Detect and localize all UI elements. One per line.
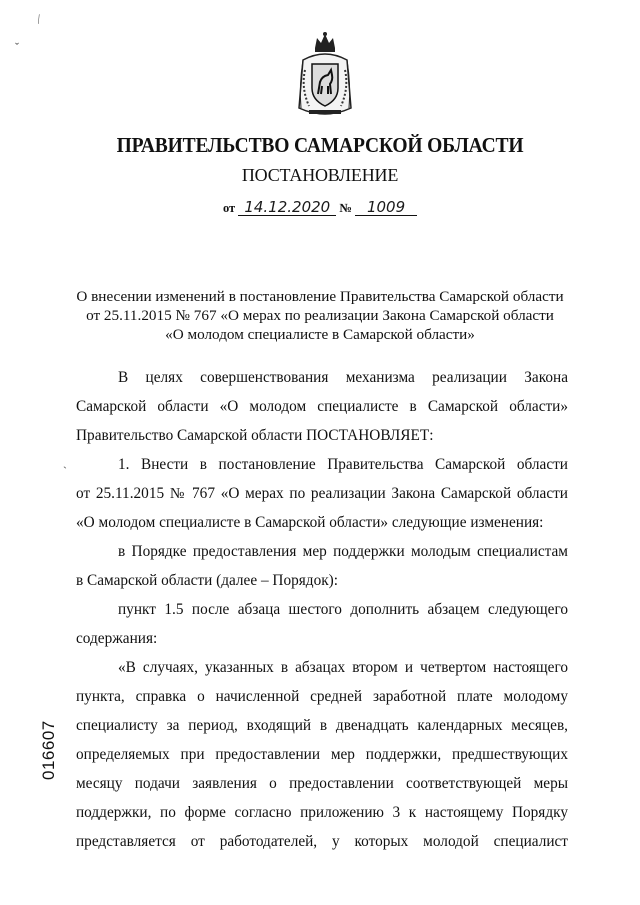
- handwritten-date: 14.12.2020: [238, 199, 336, 216]
- body-line: в Порядке предоставления мер поддержки молодым специалистам: [118, 543, 568, 560]
- body-line: «О молодом специалисте в Самарской области» следующие изменения:: [76, 514, 544, 531]
- body-line: специалисту за период, входящий в двенадцать календарных месяцев,: [76, 717, 568, 734]
- body-line: в Самарской области (далее – Порядок):: [76, 572, 339, 589]
- subject-line: О внесении изменений в постановление Правительства Самарской области: [76, 288, 564, 305]
- body-line: 1. Внести в постановление Правительства Самарской области: [118, 456, 568, 473]
- body-line: пункт 1.5 после абзаца шестого дополнить абзацем следующего: [118, 601, 568, 618]
- body-line: Правительство Самарской области ПОСТАНОВЛЯЕТ:: [76, 427, 434, 444]
- body-line: Самарской области «О молодом специалисте в Самарской области»: [76, 398, 568, 415]
- body-line: определяемых при предоставлении мер поддержки, предшествующих: [76, 746, 568, 763]
- samara-coat-of-arms-icon: [295, 30, 355, 118]
- body-line: поддержки, по форме согласно приложению 3 к настоящему Порядку: [76, 804, 568, 821]
- body-line: от 25.11.2015 № 767 «О мерах по реализации Закона Самарской области: [76, 485, 568, 502]
- body-line: представляется от работодателей, у которых молодой специалист: [76, 833, 568, 850]
- handwritten-number: 1009: [355, 199, 417, 216]
- document-subject: [60, 287, 580, 344]
- scan-mark: ⁄: [34, 12, 44, 26]
- date-prefix: от: [222, 201, 236, 215]
- date-number-line: [0, 199, 640, 216]
- body-line: «В случаях, указанных в абзацах втором и четвертом настоящего: [118, 659, 568, 676]
- margin-serial-number: 016607: [39, 720, 58, 780]
- document-type: ПОСТАНОВЛЕНИЕ: [241, 165, 399, 185]
- body-line: В целях совершенствования механизма реализации Закона: [118, 369, 568, 386]
- number-prefix: №: [339, 201, 352, 215]
- subject-line: «О молодом специалисте в Самарской области»: [165, 326, 475, 343]
- body-line: месяцу подачи заявления о предоставлении соответствующей меры: [76, 775, 568, 792]
- body-line: пункта, справка о начисленной средней заработной плате молодому: [76, 688, 568, 705]
- government-title: ПРАВИТЕЛЬСТВО САМАРСКОЙ ОБЛАСТИ: [116, 133, 524, 157]
- scan-mark: ˎ: [63, 455, 67, 469]
- subject-line: от 25.11.2015 № 767 «О мерах по реализации Закона Самарской области: [86, 307, 554, 324]
- scan-mark: ˇ: [15, 40, 19, 54]
- body-line: содержания:: [76, 630, 158, 647]
